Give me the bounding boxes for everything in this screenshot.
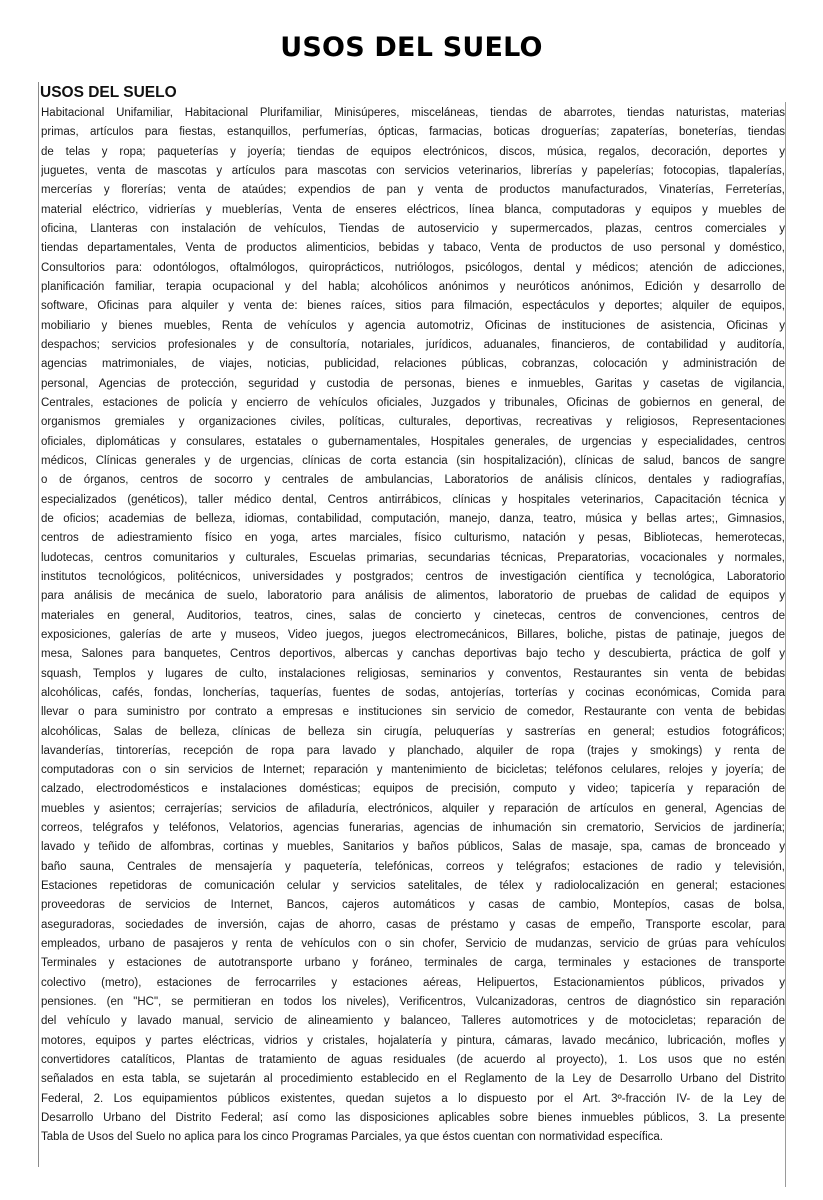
text-line: Federal, 2. Los equipamientos públicos existentes, quedan sujetos a lo dispuesto por el Art. 3º-fracción IV- de la Ley de (41, 1092, 785, 1105)
text-line: motores, equipos y partes eléctricas, vidrios y cristales, hojalatería y pintura, cámaras, lavado mecánico, lubricación, mofles y (41, 1034, 785, 1047)
text-line: mercerías y florerías; venta de ataúdes; expendios de pan y venta de productos manufacturados, Vinaterías, Ferreterías, (41, 184, 785, 197)
text-line: computadoras con o sin servicios de Internet; reparación y mantenimiento de bicicletas; teléfonos celulares, relojes y joyería; de (41, 764, 785, 777)
text-line: organismos gremiales y organizaciones civiles, políticas, culturales, deportivas, recreativas y religiosos, Representaciones (41, 416, 785, 429)
text-line: squash, Templos y lugares de culto, instalaciones religiosas, seminarios y conventos, Restaurantes sin venta de bebidas (41, 667, 785, 680)
text-line: mesa, Salones para banquetes, Centros deportivos, albercas y canchas deportivas bajo techo y descubierta, práctica de golf y (41, 648, 785, 661)
scan-left-edge (38, 82, 39, 1167)
text-line: Desarrollo Urbano del Distrito Federal; así como las disposiciones aplicables sobre bienes inmuebles públicos, 3. La presente (41, 1112, 785, 1125)
text-line: proveedoras de servicios de Internet, Bancos, cajeros automáticos y casas de cambio, Montepíos, casas de bolsa, (41, 899, 785, 912)
text-line: agencias matrimoniales, de viajes, noticias, publicidad, relaciones públicas, cobranzas, colocación y administración de (41, 358, 785, 371)
text-line: mobiliario y bienes muebles, Renta de vehículos y agencia automotriz, Oficinas de instituciones de asistencia, Oficinas y (41, 319, 785, 332)
text-line: baño sauna, Centrales de mensajería y paquetería, telefónicas, correos y telégrafos; estaciones de radio y televisión, (41, 860, 785, 873)
text-line: o de órganos, centros de socorro y centrales de ambulancias, Laboratorios de análisis clínicos, dentales y radiografías, (41, 474, 785, 487)
text-line: exposiciones, galerías de arte y museos, Video juegos, juegos electromecánicos, Billares, boliche, pistas de patinaje, juegos de (41, 628, 785, 641)
text-line: juguetes, venta de mascotas y artículos para mascotas con servicios veterinarios, librerías y papelerías; fotocopias, tlapalerías, (41, 164, 785, 177)
text-line: Terminales y estaciones de autotransporte urbano y foráneo, terminales de carga, terminales y estaciones de transporte (41, 957, 785, 970)
scanned-document (38, 82, 786, 1167)
text-line: lavado y teñido de alfombras, cortinas y muebles, Sanitarios y baños públicos, Salas de masaje, spa, camas de bronceado y (41, 841, 785, 854)
text-line: Consultorios para: odontólogos, oftalmólogos, quiroprácticos, nutriólogos, psicólogos, dental y médicos; atención de adicciones, (41, 261, 785, 274)
text-line: colectivo (metro), estaciones de ferrocarriles y estaciones aéreas, Helipuertos, Estacionamientos públicos, privados y (41, 976, 785, 989)
text-line: especializados (genéticos), taller médico dental, Centros antirrábicos, clínicas y hospitales veterinarios, Capacitación técnica y (41, 493, 785, 506)
text-line: centros de adiestramiento físico en yoga, artes marciales, físico culturismo, natación y pesas, Bibliotecas, hemerotecas, (41, 532, 785, 545)
text-line: Habitacional Unifamiliar, Habitacional Plurifamiliar, Minisúperes, misceláneas, tiendas de abarrotes, tiendas naturistas, materias (41, 107, 785, 119)
section-heading: USOS DEL SUELO (40, 84, 177, 101)
text-line: materiales en general, Auditorios, teatros, cines, salas de concierto y cinetecas, centros de convenciones, centros de (41, 609, 785, 622)
text-line: alcohólicas, cafés, fondas, loncherías, taquerías, fuentes de sodas, antojerías, torterías y cocinas económicas, Comida para (41, 686, 785, 699)
text-line: calzado, electrodomésticos e instalaciones domésticas; equipos de precisión, computo y video; tapicería y reparación de (41, 783, 785, 796)
text-line: muebles y asientos; cerrajerías; servicios de afiladuría, electrónicos, alquiler y reparación de artículos en general, Agencias de (41, 802, 785, 815)
text-line: software, Oficinas para alquiler y venta de: bienes raíces, sitios para filmación, espectáculos y deportes; alquiler de equipos, (41, 300, 785, 313)
text-line: de oficios; academias de belleza, idiomas, contabilidad, computación, manejo, danza, teatro, música y bellas artes;, Gimnasios, (41, 512, 785, 525)
text-line: del vehículo y lavado manual, servicio de alineamiento y balanceo, Talleres automotrices y de motocicletas; reparación de (41, 1015, 785, 1028)
text-line: señalados en esta tabla, se sujetarán al procedimiento establecido en el Reglamento de la Ley de Desarrollo Urbano del Distrito (41, 1073, 785, 1086)
text-line: de telas y ropa; paqueterías y joyería; tiendas de equipos electrónicos, discos, música, regalos, decoración, deportes y (41, 145, 785, 158)
text-line: alcohólicas, Salas de belleza, clínicas de belleza sin cirugía, peluquerías y sastrerías en general; estudios fotográficos; (41, 725, 785, 738)
text-line: para análisis de mecánica de suelo, laboratorio para análisis de alimentos, laboratorio de pruebas de calidad de equipos y (41, 590, 785, 603)
text-line: correos, telégrafos y teléfonos, Velatorios, agencias funerarias, agencias de inhumación sin crematorio, Servicios de jardinería; (41, 822, 785, 835)
text-line: pensiones. (en "HC", se permitieran en todos los niveles), Verificentros, Vulcanizadoras, centros de diagnóstico sin reparación (41, 996, 785, 1009)
text-line: Estaciones repetidoras de comunicación celular y servicios satelitales, de télex y radiolocalización en general; estaciones (41, 880, 785, 893)
text-line: empleados, urbano de pasajeros y renta de vehículos con o sin chofer, Servicio de mudanzas, servicio de grúas para vehículos (41, 938, 785, 951)
text-line: tiendas departamentales, Venta de productos alimenticios, bebidas y tabaco, Venta de productos de uso personal y doméstico, (41, 242, 785, 255)
text-line: Centrales, estaciones de policía y encierro de vehículos oficiales, Juzgados y tribunales, Oficinas de gobiernos en general, de (41, 396, 785, 409)
text-line: personal, Agencias de protección, seguridad y custodia de personas, bienes e inmuebles, Garitas y casetas de vigilancia, (41, 377, 785, 390)
text-line: Tabla de Usos del Suelo no aplica para los cinco Programas Parciales, ya que éstos cuentan con normatividad específica. (41, 1131, 663, 1144)
text-line: material eléctrico, vidrierías y mueblerías, Venta de enseres eléctricos, línea blanca, computadoras y equipos y muebles de (41, 203, 785, 216)
text-line: aseguradoras, sociedades de inversión, cajas de ahorro, casas de préstamo y casas de empeño, Transporte escolar, para (41, 918, 785, 931)
text-line: despachos; servicios profesionales y de consultoría, notariales, jurídicos, aduanales, financieros, de contabilidad y auditoría, (41, 338, 785, 351)
body-text (41, 104, 785, 1148)
text-line: primas, artículos para fiestas, estanquillos, perfumerías, ópticas, farmacias, boticas droguerías; zapaterías, boneterías, tiendas (41, 126, 785, 139)
text-line: oficiales, diplomáticas y consulares, estatales o gubernamentales, Hospitales generales, de urgencias y especialidades, centros (41, 435, 785, 448)
text-line: ludotecas, centros comunitarios y culturales, Escuelas primarias, secundarias técnicas, Preparatorias, vocacionales y normales, (41, 551, 785, 564)
text-line: oficina, Llanteras con instalación de vehículos, Tiendas de autoservicio y supermercados, plazas, centros comerciales y (41, 222, 785, 235)
text-line: llevar o para suministro por contrato a empresas e instituciones sin servicio de comedor, Restaurante con venta de bebidas (41, 706, 785, 719)
text-line: médicos, Clínicas generales y de urgencias, clínicas de corta estancia (sin hospitalización), clínicas de salud, bancos de sangre (41, 454, 785, 467)
text-line: institutos tecnológicos, politécnicos, universidades y postgrados; centros de investigación científica y tecnológica, Laboratorio (41, 570, 785, 583)
text-line: planificación familiar, terapia ocupacional y del habla; alcohólicos anónimos y neuróticos anónimos, Edición y desarrollo de (41, 280, 785, 293)
page-title: USOS DEL SUELO (280, 32, 543, 63)
text-line: lavanderías, tintorerías, recepción de ropa para lavado y planchado, alquiler de ropa (trajes y smokings) y renta de (41, 744, 785, 757)
scan-right-edge (785, 102, 786, 1187)
text-line: convertidores catalíticos, Plantas de tratamiento de aguas residuales (de acuerdo al proyecto), 1. Los usos que no estén (41, 1054, 785, 1067)
